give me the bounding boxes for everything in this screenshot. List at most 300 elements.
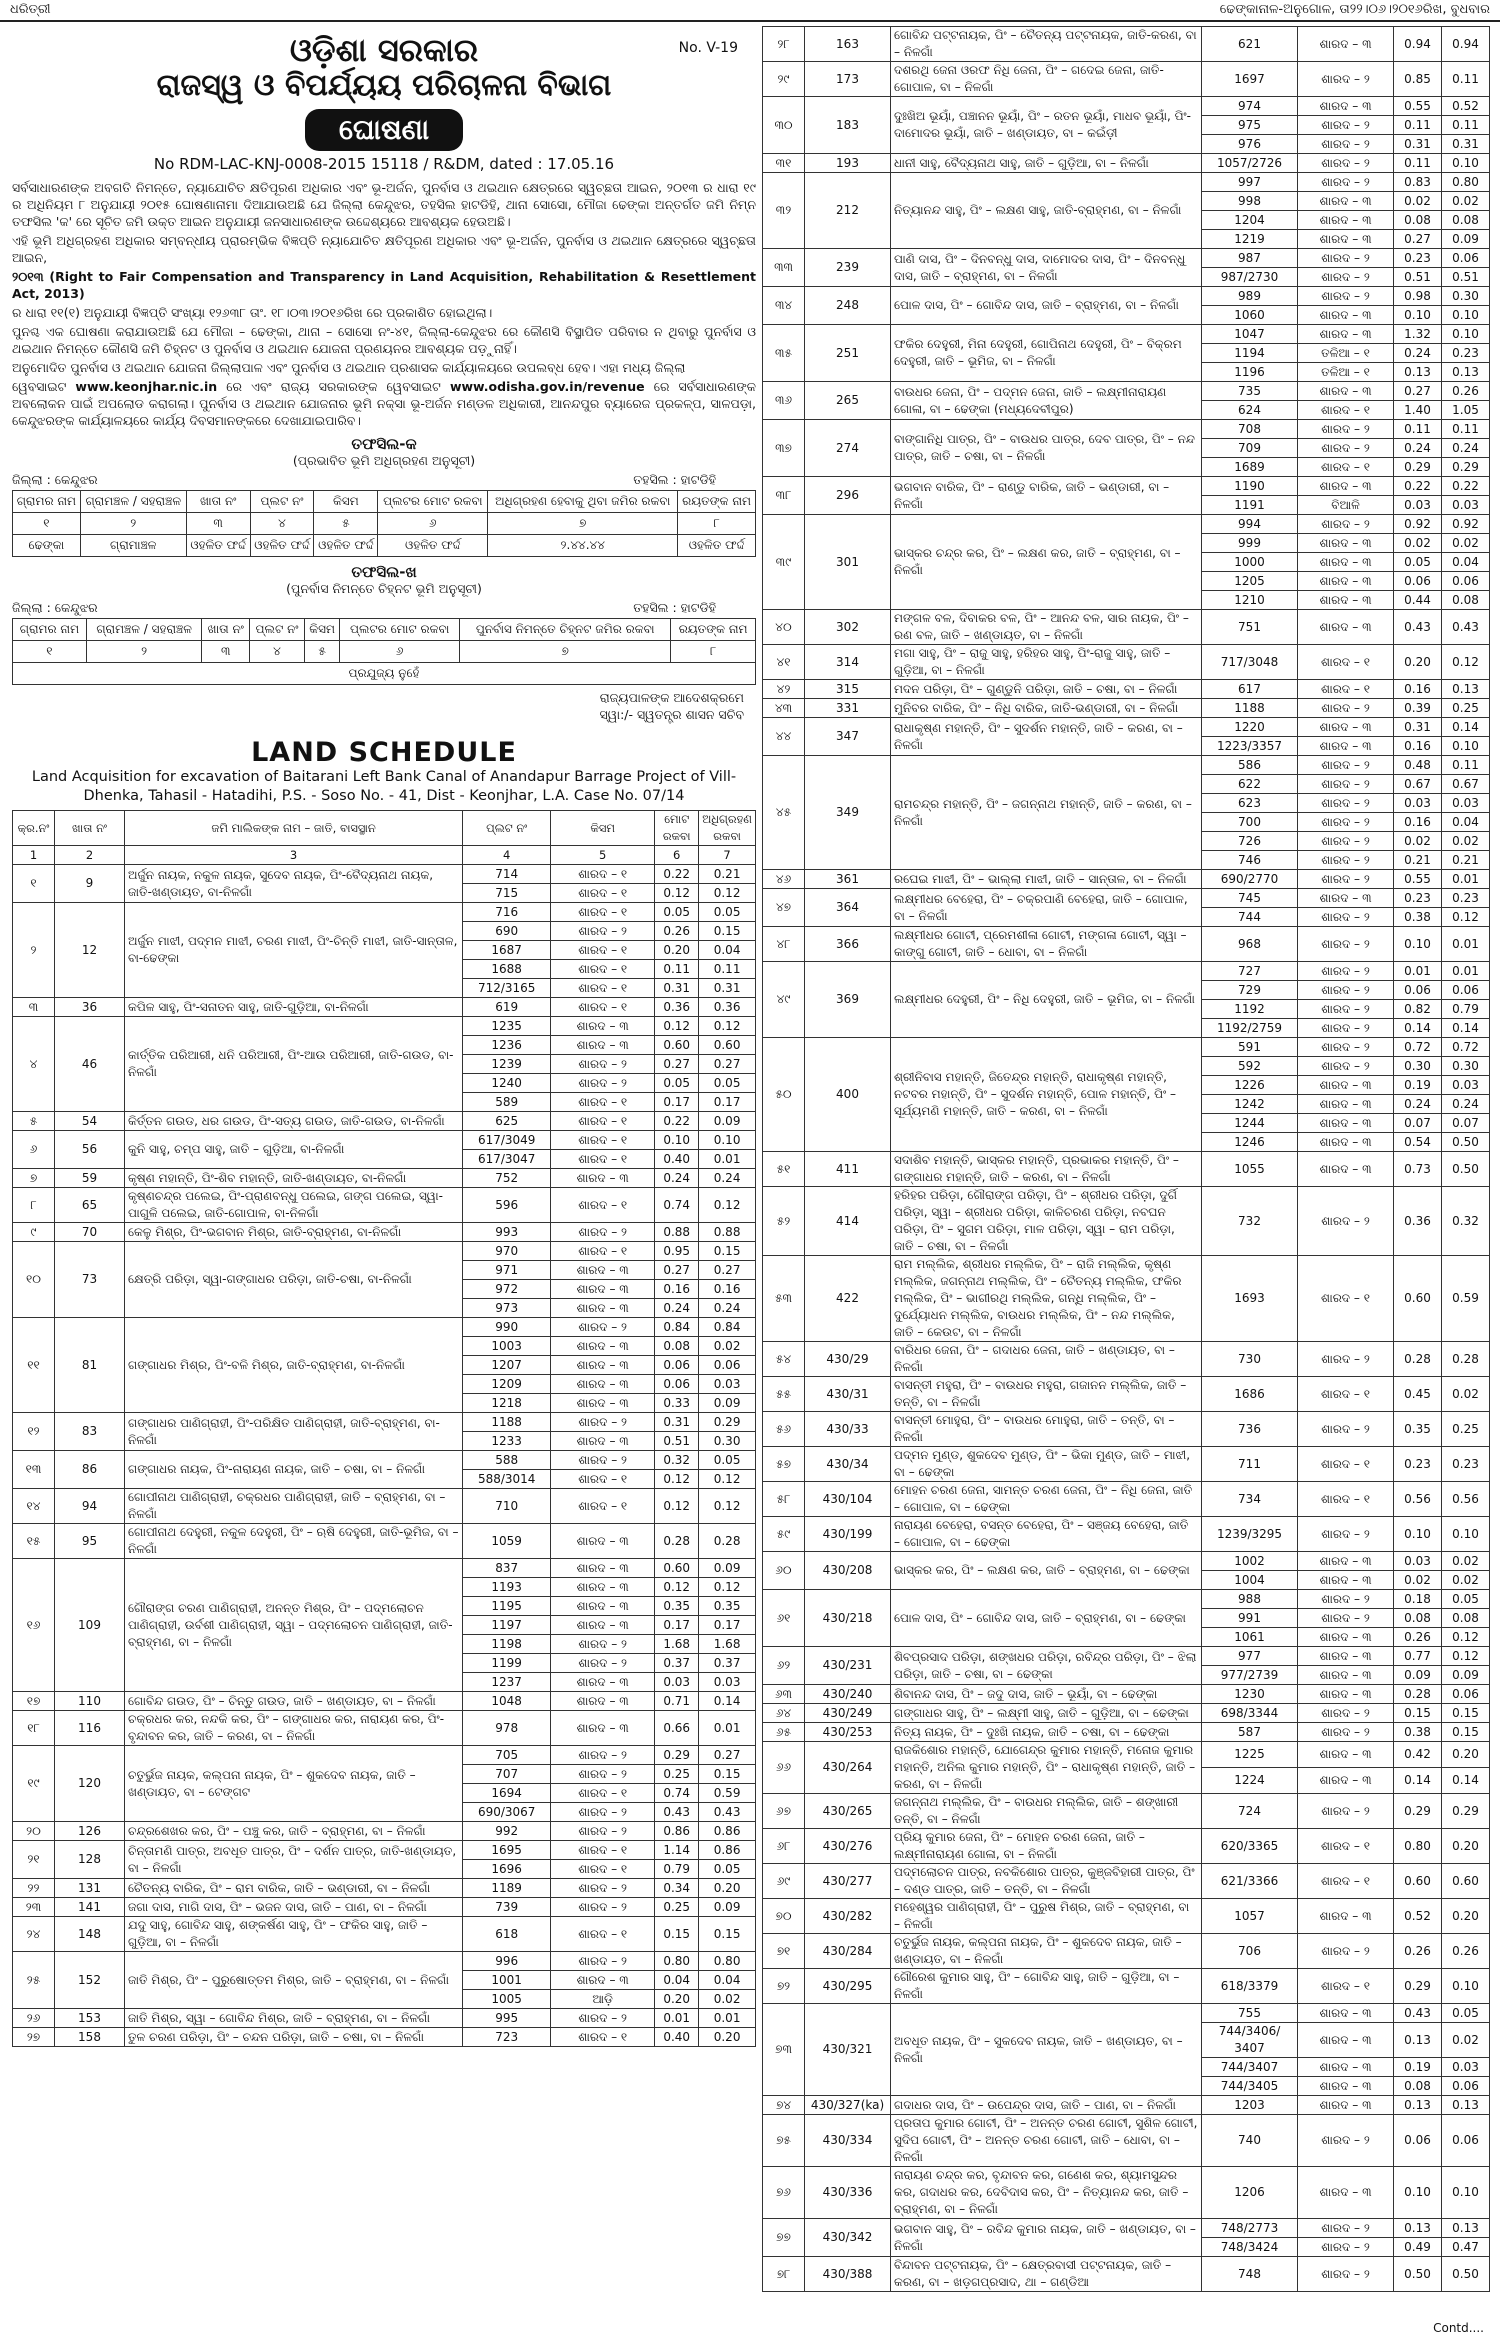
khata-number: 430/265 <box>805 1794 891 1829</box>
land-class: ଶାରଦ – ୨ <box>1298 832 1394 851</box>
acquired-area: 0.24 <box>699 1299 756 1318</box>
total-area: 0.02 <box>1394 534 1442 553</box>
land-class: ଶାରଦ – ୨ <box>551 1318 655 1337</box>
serial-number: ୧୭ <box>13 1692 55 1711</box>
plot-number: 1001 <box>463 1971 551 1990</box>
plot-number: 971 <box>463 1261 551 1280</box>
total-area: 0.24 <box>1394 439 1442 458</box>
table-row <box>763 1969 1490 2004</box>
acquired-area: 0.14 <box>699 1692 756 1711</box>
khata-number: 366 <box>805 927 891 962</box>
serial-number: ୬୬ <box>763 1742 805 1794</box>
table-row <box>763 1482 1490 1517</box>
total-area: 0.12 <box>655 884 699 903</box>
plot-number: 1230 <box>1202 1685 1298 1704</box>
khata-number: 361 <box>805 870 891 889</box>
owner-name: ଭଗବାନ ବାରିକ, ପିଂ – ରାଣ୍ଡୁ ବାରିକ, ଜାତି – ଭଣ୍ଡାରୀ, ବା – ନିଳଗାଁ <box>891 477 1202 515</box>
notice-block <box>12 32 756 723</box>
khata-number: 70 <box>55 1223 125 1242</box>
acquired-area: 0.30 <box>1442 287 1490 306</box>
owner-name: ଶିବପ୍ରସାଦ ପରିଡ଼ା, ଶଙ୍ଖଧର ପରିଡ଼ା, ରବିନ୍ଦ୍ର ପରିଡ଼ା, ପିଂ – ଝିଲା ପରିଡ଼ା, ଜାତି – ଚଷା, ବା – ଢେଙ୍କା <box>891 1647 1202 1685</box>
acquired-area: 0.03 <box>1442 496 1490 515</box>
total-area: 0.19 <box>1394 2058 1442 2077</box>
schedB-header-cell: ଗ୍ରାମର ନାମ <box>13 619 87 641</box>
total-area: 0.82 <box>1394 1000 1442 1019</box>
land-column-number: 1 <box>13 846 55 865</box>
total-area: 0.07 <box>1394 1114 1442 1133</box>
table-row <box>763 756 1490 775</box>
schedule-b-title: ତଫସିଲ-ଖ <box>351 563 417 582</box>
land-class: ଶାରଦ – ୩ <box>1298 477 1394 496</box>
land-class: ଶାରଦ – ୨ <box>1298 1038 1394 1057</box>
total-area: 0.13 <box>1394 2096 1442 2115</box>
state-website[interactable]: www.odisha.gov.in/revenue <box>449 379 645 395</box>
acquired-area: 0.23 <box>1442 889 1490 908</box>
acquired-area: 0.24 <box>699 1169 756 1188</box>
land-class: ଶାରଦ – ୧ <box>551 1112 655 1131</box>
land-class: ଶାରଦ – ୧ <box>1298 458 1394 477</box>
acquired-area: 0.25 <box>1442 1412 1490 1447</box>
khata-number: 430/104 <box>805 1482 891 1517</box>
act-title: ୨୦୧୩ (Right to Fair Compensation and Transparency in Land Acquisition, Rehabilitation & Resettlement Act, 2013) <box>12 269 756 302</box>
owner-name: ଚନ୍ଦ୍ରଶେଖର କର, ପିଂ – ପଞ୍ଚୁ କର, ଜାତି – ବ୍ରାହ୍ମଣ, ବା – ନିଳଗାଁ <box>125 1822 463 1841</box>
schedB-header-cell: ପୁନର୍ବାସ ନିମନ୍ତେ ଚିହ୍ନଟ ଜମିର ରକବା <box>460 619 671 641</box>
acquired-area: 0.13 <box>1442 2096 1490 2115</box>
land-class: ଶାରଦ – ୧ <box>551 960 655 979</box>
plot-number: 1246 <box>1202 1133 1298 1152</box>
acquired-area: 0.24 <box>1442 1095 1490 1114</box>
serial-number: ୬୧ <box>763 1590 805 1647</box>
plot-number: 730 <box>1202 1342 1298 1377</box>
acquired-area: 0.11 <box>1442 756 1490 775</box>
acquired-area: 0.03 <box>1442 794 1490 813</box>
total-area: 0.31 <box>655 979 699 998</box>
khata-number: 173 <box>805 62 891 97</box>
plot-number: 1055 <box>1202 1152 1298 1187</box>
land-class: ଆଡ଼ି <box>551 1990 655 2009</box>
schedA-number-cell: ୮ <box>678 513 756 535</box>
acquired-area: 0.25 <box>1442 699 1490 718</box>
table-row <box>13 2009 756 2028</box>
plot-number: 1189 <box>463 1879 551 1898</box>
schedB-header-cell: ପ୍ଲଟ ନଂ <box>249 619 304 641</box>
table-row <box>763 962 1490 981</box>
land-class: ଶାରଦ – ୩ <box>1298 382 1394 401</box>
acquired-area: 0.88 <box>699 1223 756 1242</box>
table-row <box>763 2257 1490 2292</box>
owner-name: ନିତ୍ୟ ନାୟକ, ପିଂ – ଦୁଃଖି ନାୟକ, ଜାତି – ଚଷା, ବା – ଢେଙ୍କା <box>891 1723 1202 1742</box>
plot-number: 987/2730 <box>1202 268 1298 287</box>
owner-name: ଗୋବିନ୍ଦ ଗଉଡ, ପିଂ – ଚିନ୍ତୁ ଗଉଡ, ଜାତି – ଖଣ୍ଡାୟତ, ବା – ନିଳଗାଁ <box>125 1692 463 1711</box>
acquired-area: 0.05 <box>699 1451 756 1470</box>
plot-number: 723 <box>463 2028 551 2047</box>
table-row <box>763 2115 1490 2167</box>
acquired-area: 0.04 <box>1442 813 1490 832</box>
total-area: 0.06 <box>1394 981 1442 1000</box>
plot-number: 587 <box>1202 1723 1298 1742</box>
acquired-area: 0.09 <box>699 1898 756 1917</box>
total-area: 0.28 <box>655 1524 699 1559</box>
acquired-area: 0.43 <box>699 1803 756 1822</box>
acquired-area: 0.59 <box>1442 1256 1490 1342</box>
table-row <box>763 1685 1490 1704</box>
serial-number: ୬୨ <box>763 1647 805 1685</box>
total-area: 0.43 <box>655 1803 699 1822</box>
owner-name: ରାଜକିଶୋର ମହାନ୍ତି, ଯୋଗେନ୍ଦ୍ର କୁମାର ମହାନ୍ତି, ମନୋଜ କୁମାର ମହାନ୍ତି, ଅନିଲ କୁମାର ମହାନ୍ତି, ପିଂ – ରାଧାକୃଷ୍ଣ ମହାନ୍ତି, ଜାତି – କରଣ, ବା – ନିଳଗାଁ <box>891 1742 1202 1794</box>
notice-number: No. V-19 <box>678 40 738 56</box>
plot-number: 709 <box>1202 439 1298 458</box>
owner-name: ଅର୍ଜୁନ ମାଝୀ, ପଦ୍ମନ ମାଝୀ, ଚରଣ ମାଝୀ, ପିଂ-ଚିନ୍ତି ମାଝୀ, ଜାତି-ସାନ୍ତାଳ, ବା-ଢେଙ୍କା <box>125 903 463 998</box>
acquired-area: 0.10 <box>1442 1517 1490 1552</box>
table-row <box>763 1899 1490 1934</box>
website-suffix: ରେ ସର୍ବସାଧାରଣଙ୍କ ଅବଲୋକନ ପାଇଁ ଅପଲୋଡ କରାଗଲା। ପୁନର୍ବାସ ଓ ଥଇଥାନ ଯୋଜନାର ଭୂମି ନକ୍ସା ଭୂ-ଅର୍ଜନ ମଣ୍ଡଳ ଅଧିକାରୀ, ଆନନ୍ଦପୁର ବ୍ୟାରେଜ ପ୍ରକଳ୍ପ, ସାଳପଡ଼ା, କେନ୍ଦୁଝରଙ୍କ କାର୍ଯ୍ୟାଳୟରେ କାର୍ଯ୍ୟ ଦିବସମାନଙ୍କରେ ଦେଖାଯାଇପାରିବ। <box>12 379 756 429</box>
total-area: 0.19 <box>1394 1076 1442 1095</box>
plot-number: 1197 <box>463 1616 551 1635</box>
plot-number: 698/3344 <box>1202 1704 1298 1723</box>
serial-number: ୩୧ <box>763 154 805 173</box>
plot-number: 1048 <box>463 1692 551 1711</box>
table-row <box>13 1112 756 1131</box>
total-area: 0.83 <box>1394 173 1442 192</box>
total-area: 0.72 <box>1394 1038 1442 1057</box>
total-area: 0.80 <box>1394 1829 1442 1864</box>
serial-number: ୧୧ <box>13 1318 55 1413</box>
land-class: ଶାରଦ – ୨ <box>1298 1590 1394 1609</box>
land-class: ଶାରଦ – ୨ <box>551 1879 655 1898</box>
total-area: 0.40 <box>655 2028 699 2047</box>
acquired-area: 0.05 <box>699 1074 756 1093</box>
plot-number: 586 <box>1202 756 1298 775</box>
land-class: ଶାରଦ – ୩ <box>1298 2004 1394 2023</box>
acquired-area: 0.01 <box>699 1150 756 1169</box>
acquired-area: 0.10 <box>1442 1969 1490 2004</box>
owner-name: ରାମ ମଲ୍ଲିକ, ଶ୍ରୀଧର ମଲ୍ଲିକ, ପିଂ – ରାଜି ମଲ୍ଲିକ, କୃଷ୍ଣ ମଲ୍ଲିକ, ଜଗନ୍ନାଥ ମଲ୍ଲିକ, ପିଂ – ଚୈତନ୍ୟ ମଲ୍ଲିକ, ଫକିର ମଲ୍ଲିକ, ପିଂ – ଭାଗୀରଥି ମଲ୍ଲିକ, ଗନ୍ଧି ମଲ୍ଲିକ, ପିଂ – ଦୁର୍ଯ୍ୟୋଧନ ମଲ୍ଲିକ, ବାଉଧର ମଲ୍ଲିକ, ପିଂ – ନନ୍ଦ ମଲ୍ଲିକ, ଜାତି – କେଉଟ, ବା – ନିଳଗାଁ <box>891 1256 1202 1342</box>
total-area: 0.24 <box>655 1169 699 1188</box>
table-row <box>13 865 756 884</box>
plot-number: 1205 <box>1202 572 1298 591</box>
schedA-value-cell: ଓହଳିତ ଫର୍ଦ୍ଦ <box>250 535 314 557</box>
total-area: 0.32 <box>655 1451 699 1470</box>
acquired-area: 0.72 <box>1442 1038 1490 1057</box>
acquired-area: 0.30 <box>1442 1057 1490 1076</box>
land-class: ଶାରଦ – ୩ <box>551 1673 655 1692</box>
owner-name: ପ୍ରିୟ କୁମାର ଜେନା, ପିଂ – ମୋହନ ଚରଣ ଜେନା, ଜାତି – ଲକ୍ଷ୍ମୀନାରାୟଣ ଗୋଳା, ବା – ନିଳଗାଁ <box>891 1829 1202 1864</box>
acquired-area: 0.04 <box>699 1971 756 1990</box>
table-row <box>13 998 756 1017</box>
total-area: 0.44 <box>1394 591 1442 610</box>
acquired-area: 0.14 <box>1442 718 1490 737</box>
land-class: ଶାରଦ – ୨ <box>1298 699 1394 718</box>
khata-number: 430/264 <box>805 1742 891 1794</box>
left-column <box>12 26 756 2326</box>
table-row <box>763 645 1490 680</box>
acquired-area: 0.23 <box>1442 344 1490 363</box>
khata-number: 430/334 <box>805 2115 891 2167</box>
serial-number: ୨୦ <box>13 1822 55 1841</box>
owner-name: ରାମଚନ୍ଦ୍ର ମହାନ୍ତି, ପିଂ – ଜଗନ୍ନାଥ ମହାନ୍ତି, ଜାତି – କରଣ, ବା – ନିଳଗାଁ <box>891 756 1202 870</box>
total-area: 0.24 <box>655 1299 699 1318</box>
plot-number: 994 <box>1202 515 1298 534</box>
total-area: 0.23 <box>1394 1447 1442 1482</box>
land-class: ଶାରଦ – ୨ <box>1298 1704 1394 1723</box>
acquired-area: 0.02 <box>699 1990 756 2009</box>
khata-number: 430/218 <box>805 1590 891 1647</box>
total-area: 0.04 <box>655 1971 699 1990</box>
table-row <box>13 1692 756 1711</box>
notice-paragraph-5: ଅନୁମୋଦିତ ପୁନର୍ବାସ ଓ ଥଇଥାନ ଯୋଜନା ଜିଲ୍ଲାପାଳ ଏବଂ ପୁନର୍ବାସ ଓ ଥଇଥାନ ପ୍ରଶାସକ କାର୍ଯ୍ୟାଳୟରେ ଉପଲବ୍ଧ ହେବ। ଏହା ମଧ୍ୟ ଜିଲ୍ଲା <box>12 360 686 376</box>
table-row <box>13 1169 756 1188</box>
owner-name: ଗଙ୍ଗାଧର ମିଶ୍ର, ପିଂ-ବଳି ମିଶ୍ର, ଜାତି-ବ୍ରାହ୍ମଣ, ବା-ନିଳଗାଁ <box>125 1318 463 1413</box>
total-area: 0.36 <box>1394 1187 1442 1256</box>
land-class: ତଳିଆ – ୧ <box>1298 344 1394 363</box>
land-class: ଶାରଦ – ୩ <box>551 1017 655 1036</box>
plot-number: 589 <box>463 1093 551 1112</box>
acquired-area: 0.15 <box>1442 1704 1490 1723</box>
total-area: 0.39 <box>1394 699 1442 718</box>
land-class: ଶାରଦ – ୨ <box>1298 2219 1394 2238</box>
land-class: ଶାରଦ – ୧ <box>551 1131 655 1150</box>
schedA-header-cell: ଗ୍ରାମଞ୍ଚଳ / ସହରାଞ୍ଚଳ <box>80 491 186 513</box>
land-class: ଶାରଦ – ୨ <box>1298 135 1394 154</box>
serial-number: ୨୧ <box>13 1841 55 1879</box>
land-class: ଶାରଦ – ୩ <box>551 1559 655 1578</box>
table-row <box>763 1647 1490 1666</box>
notice-paragraph-1: ସର୍ବସାଧାରଣଙ୍କ ଅବଗତି ନିମନ୍ତେ, ନ୍ୟାଯୋଚିତ କ୍ଷତିପୂରଣ ଅଧିକାର ଏବଂ ଭୂ-ଅର୍ଜନ, ପୁନର୍ବାସ ଓ ଥଇଥାନ କ୍ଷେତ୍ରରେ ସ୍ୱଚ୍ଛତା ଆଇନ, ୨୦୧୩ ର ଧାରା ୧୯ ର ଅଧିନିୟମ ୮ ଅନୁଯାୟୀ ୨୦୧୫ ଘୋଷଣାନାମା ଦିଆଯାଉଅଛି ଯେ ଜିଲ୍ଲା କେନ୍ଦୁଝର, ତହସିଲ ହାଟଡିହି, ଥାନା ସୋସୋ, ମୌଜା ଢେଙ୍କା ଅନ୍ତର୍ଗତ ଜମି ନିମ୍ନ ତଫସିଲ 'କ' ରେ ସୂଚିତ ଜମି ଉକ୍ତ ଆଇନ ଅନୁଯାୟୀ ଜନସାଧାରଣଙ୍କ ଉଦ୍ଦେଶ୍ୟରେ ଆବଶ୍ୟକ ହେଉଅଛି। <box>12 180 756 230</box>
acquired-area: 0.02 <box>699 1337 756 1356</box>
plot-number: 1057 <box>1202 1899 1298 1934</box>
plot-number: 974 <box>1202 97 1298 116</box>
owner-name: କେଳୁ ମିଶ୍ର, ପିଂ-ଭଗବାନ ମିଶ୍ର, ଜାତି-ବ୍ରାହ୍ମଣ, ବା-ନିଳଗାଁ <box>125 1223 463 1242</box>
khata-number: 400 <box>805 1038 891 1152</box>
table-row <box>763 889 1490 908</box>
table-row <box>763 680 1490 699</box>
land-class: ଶାରଦ – ୩ <box>551 1261 655 1280</box>
table-row <box>763 249 1490 268</box>
schedule-a-title: ତଫସିଲ-କ <box>351 435 417 454</box>
land-class: ଶାରଦ – ୩ <box>1298 534 1394 553</box>
land-class: ଶାରଦ – ୧ <box>551 903 655 922</box>
land-class: ଶାରଦ – ୧ <box>551 1242 655 1261</box>
total-area: 0.16 <box>1394 737 1442 756</box>
schedule-b-tahasil: ତହସିଲ : ହାଟଡିହି <box>633 600 716 616</box>
serial-number: ୫୧ <box>763 1152 805 1187</box>
owner-name: ଚତୁର୍ଭୁଜ ନାୟକ, କଲ୍ପନା ନାୟକ, ପିଂ – ଶୁକଦେବ ନାୟକ, ଜାତି – ଖଣ୍ଡାୟତ, ବା – ନିଳଗାଁ <box>891 1934 1202 1969</box>
plot-number: 744/3407 <box>1202 2058 1298 2077</box>
plot-number: 748/2773 <box>1202 2219 1298 2238</box>
khata-number: 430/327(ka) <box>805 2096 891 2115</box>
table-row <box>763 699 1490 718</box>
acquired-area: 0.12 <box>699 1489 756 1524</box>
table-row <box>13 1711 756 1746</box>
acquired-area: 0.20 <box>1442 1899 1490 1934</box>
acquired-area: 0.09 <box>1442 230 1490 249</box>
total-area: 0.31 <box>1394 718 1442 737</box>
khata-number: 364 <box>805 889 891 927</box>
schedA-number-cell: ୩ <box>186 513 250 535</box>
acquired-area: 0.94 <box>1442 27 1490 62</box>
land-class: ଶାରଦ – ୨ <box>1298 1019 1394 1038</box>
land-class: ଶାରଦ – ୨ <box>1298 1794 1394 1829</box>
total-area: 0.03 <box>1394 794 1442 813</box>
total-area: 0.05 <box>655 1074 699 1093</box>
acquired-area: 0.29 <box>1442 458 1490 477</box>
table-row <box>763 1187 1490 1256</box>
plot-number: 998 <box>1202 192 1298 211</box>
serial-number: ୨୨ <box>13 1879 55 1898</box>
plot-number: 977 <box>1202 1647 1298 1666</box>
plot-number: 755 <box>1202 2004 1298 2023</box>
acquired-area: 0.80 <box>1442 173 1490 192</box>
serial-number: ୫୪ <box>763 1342 805 1377</box>
plot-number: 1694 <box>463 1784 551 1803</box>
plot-number: 1688 <box>463 960 551 979</box>
owner-name: କ୍ଷେତ୍ରି ପରିଡ଼ା, ସ୍ୱା-ଗଙ୍ଗାଧର ପରିଡ଼ା, ଜାତି-ଚଷା, ବା-ନିଳଗାଁ <box>125 1242 463 1318</box>
acquired-area: 0.59 <box>699 1784 756 1803</box>
total-area: 0.52 <box>1394 1899 1442 1934</box>
plot-number: 716 <box>463 903 551 922</box>
serial-number: ୭୫ <box>763 2115 805 2167</box>
khata-number: 314 <box>805 645 891 680</box>
khata-number: 183 <box>805 97 891 154</box>
total-area: 0.51 <box>655 1432 699 1451</box>
plot-number: 624 <box>1202 401 1298 420</box>
land-class: ଶାରଦ – ୨ <box>1298 813 1394 832</box>
land-class: ଶାରଦ – ୩ <box>1298 192 1394 211</box>
land-class: ଶାରଦ – ୩ <box>1298 1152 1394 1187</box>
schedule-a-table <box>12 490 756 557</box>
khata-number: 239 <box>805 249 891 287</box>
serial-number: ୨ <box>13 903 55 998</box>
plot-number: 975 <box>1202 116 1298 135</box>
khata-number: 430/342 <box>805 2219 891 2257</box>
acquired-area: 0.01 <box>699 1711 756 1746</box>
land-class: ଶାରଦ – ୧ <box>551 1093 655 1112</box>
total-area: 0.73 <box>1394 1152 1442 1187</box>
total-area: 0.74 <box>655 1784 699 1803</box>
land-class: ଶାରଦ – ୩ <box>551 1597 655 1616</box>
table-row <box>13 1898 756 1917</box>
land-schedule-table-right <box>762 26 1490 2292</box>
district-website[interactable]: www.keonjhar.nic.in <box>75 379 218 395</box>
acquired-area: 0.10 <box>1442 154 1490 173</box>
land-class: ଶାରଦ – ୩ <box>1298 553 1394 572</box>
plot-number: 995 <box>463 2009 551 2028</box>
table-row <box>763 1342 1490 1377</box>
owner-name: ଭାସ୍କର ଚନ୍ଦ୍ର କର, ପିଂ – ଲକ୍ଷଣ କର, ଜାତି – ବ୍ରାହ୍ମଣ, ବା – ନିଳଗାଁ <box>891 515 1202 610</box>
owner-name: ବିନ୍ଦାବନ ପଟ୍ଟନାୟକ, ପିଂ – କ୍ଷେତ୍ରବାସୀ ପଟ୍ଟନାୟକ, ଜାତି – କରଣ, ବା – ଖଡ଼ଗପ୍ରସାଦ, ଥା – ଗଣ୍ଡିଆ <box>891 2257 1202 2292</box>
land-class: ଶାରଦ – ୩ <box>1298 1114 1394 1133</box>
plot-number: 618 <box>463 1917 551 1952</box>
acquired-area: 0.79 <box>1442 1000 1490 1019</box>
serial-number: ୭୭ <box>763 2219 805 2257</box>
plot-number: 1207 <box>463 1356 551 1375</box>
land-class: ଶାରଦ – ୧ <box>1298 1482 1394 1517</box>
khata-number: 153 <box>55 2009 125 2028</box>
acquired-area: 0.32 <box>1442 1187 1490 1256</box>
land-class: ଶାରଦ – ୩ <box>551 1524 655 1559</box>
serial-number: ୫୩ <box>763 1256 805 1342</box>
land-class: ଶାରଦ – ୩ <box>551 1711 655 1746</box>
notice-badge: ଘୋଷଣା <box>305 109 463 151</box>
plot-number: 973 <box>463 1299 551 1318</box>
acquired-area: 0.10 <box>1442 325 1490 344</box>
acquired-area: 0.86 <box>699 1822 756 1841</box>
land-column-number: 5 <box>551 846 655 865</box>
plot-number: 592 <box>1202 1057 1298 1076</box>
total-area: 0.29 <box>655 1746 699 1765</box>
owner-name: ମଙ୍ଗଳ ବଳ, ଦିବାକର ବଳ, ପିଂ – ଆନନ୍ଦ ବଳ, ସାର ନାୟକ, ପିଂ – ରଣ ବଳ, ଜାତି – ଖଣ୍ଡାୟତ, ବା – ନିଳଗାଁ <box>891 610 1202 645</box>
serial-number: ୬ <box>13 1131 55 1169</box>
land-class: ଶାରଦ – ୧ <box>551 1150 655 1169</box>
table-row <box>13 1131 756 1150</box>
schedA-header-cell: ଖାତା ନଂ <box>186 491 250 513</box>
total-area: 0.37 <box>655 1654 699 1673</box>
khata-number: 46 <box>55 1017 125 1112</box>
total-area: 0.24 <box>1394 344 1442 363</box>
total-area: 0.25 <box>655 1898 699 1917</box>
plot-number: 727 <box>1202 962 1298 981</box>
owner-name: କପିଳ ସାହୁ, ପିଂ-ସନାତନ ସାହୁ, ଜାତି-ଗୁଡ଼ିଆ, ବା-ନିଳଗାଁ <box>125 998 463 1017</box>
table-row <box>763 1038 1490 1057</box>
department-title: ରାଜସ୍ୱ ଓ ବିପର୍ଯ୍ୟୟ ପରିଚାଳନା ବିଭାଗ <box>156 67 612 103</box>
khata-number: 430/321 <box>805 2004 891 2096</box>
khata-number: 430/284 <box>805 1934 891 1969</box>
table-row <box>763 27 1490 62</box>
owner-name: ମୋହନ ଚରଣ ଜେନା, ସାମନ୍ତ ଚରଣ ଜେନା, ପିଂ – ନିଧି ଜେନା, ଜାତି – ଗୋପାଳ, ବା – ଢେଙ୍କା <box>891 1482 1202 1517</box>
serial-number: ୩୩ <box>763 249 805 287</box>
plot-number: 740 <box>1202 2115 1298 2167</box>
acquired-area: 1.68 <box>699 1635 756 1654</box>
acquired-area: 0.13 <box>1442 2219 1490 2238</box>
acquired-area: 0.03 <box>1442 1076 1490 1095</box>
land-class: ଶାରଦ – ୨ <box>551 1898 655 1917</box>
total-area: 0.35 <box>655 1597 699 1616</box>
owner-name: ଗୋପୀନାଥ ପାଣିଗ୍ରାହୀ, ଚକ୍ରଧର ପାଣିଗ୍ରାହୀ, ଜାତି – ବ୍ରାହ୍ମଣ, ବା – ନିଳଗାଁ <box>125 1489 463 1524</box>
table-row <box>13 903 756 922</box>
land-class: ଶାରଦ – ୨ <box>1298 62 1394 97</box>
total-area: 0.55 <box>1394 870 1442 889</box>
total-area: 0.56 <box>1394 1482 1442 1517</box>
owner-name: କୃଷ୍ଣଚନ୍ଦ୍ର ପଲେଇ, ପିଂ-ପ୍ରାଣବନ୍ଧୁ ପଲେଇ, ଗଙ୍ଗ ପଲେଇ, ସ୍ୱା-ପାଗୁଳି ପଲେଇ, ଜାତି-ଗୋପାଳ, ବା-ନିଳଗାଁ <box>125 1188 463 1223</box>
owner-name: ପୋଳ ଦାସ, ପିଂ – ଗୋବିନ୍ଦ ଦାସ, ଜାତି – ବ୍ରାହ୍ମଣ, ବା – ନିଳଗାଁ <box>891 287 1202 325</box>
total-area: 0.10 <box>1394 306 1442 325</box>
table-row <box>13 1952 756 1971</box>
land-class: ଶାରଦ – ୧ <box>551 1841 655 1860</box>
acquired-area: 0.22 <box>1442 477 1490 496</box>
owner-name: ଗଙ୍ଗାଧର ନାୟକ, ପିଂ-ନାରାୟଣ ନାୟକ, ଜାତି – ଚଷା, ବା – ନିଳଗାଁ <box>125 1451 463 1489</box>
total-area: 0.84 <box>655 1318 699 1337</box>
acquired-area: 0.02 <box>1442 2023 1490 2058</box>
khata-number: 430/253 <box>805 1723 891 1742</box>
acquired-area: 0.06 <box>699 1356 756 1375</box>
land-class: ଶାରଦ – ୩ <box>551 1299 655 1318</box>
land-class: ଶାରଦ – ୧ <box>1298 401 1394 420</box>
serial-number: ୭୧ <box>763 1934 805 1969</box>
serial-number: ୧୩ <box>13 1451 55 1489</box>
land-schedule-subtitle <box>12 768 756 806</box>
plot-number: 1004 <box>1202 1571 1298 1590</box>
owner-name: ସଦାଶିବ ମହାନ୍ତି, ଭାସ୍କର ମହାନ୍ତି, ପ୍ରଭାକର ମହାନ୍ତି, ପିଂ – ଗଙ୍ଗାଧର ମହାନ୍ତି, ଜାତି – କରଣ, ବା – ନିଳଗାଁ <box>891 1152 1202 1187</box>
total-area: 0.22 <box>1394 477 1442 496</box>
acquired-area: 0.02 <box>1442 1571 1490 1590</box>
serial-number: ୭୬ <box>763 2167 805 2219</box>
khata-number: 430/295 <box>805 1969 891 2004</box>
owner-name: ଗୋବିନ୍ଦ ପଟ୍ଟନାୟକ, ପିଂ – ଚୈତନ୍ୟ ପଟ୍ଟନାୟକ, ଜାତି-କରଣ, ବା – ନିଳଗାଁ <box>891 27 1202 62</box>
plot-number: 992 <box>463 1822 551 1841</box>
acquired-area: 0.15 <box>699 922 756 941</box>
table-row <box>13 2028 756 2047</box>
acquired-area: 0.20 <box>699 2028 756 2047</box>
